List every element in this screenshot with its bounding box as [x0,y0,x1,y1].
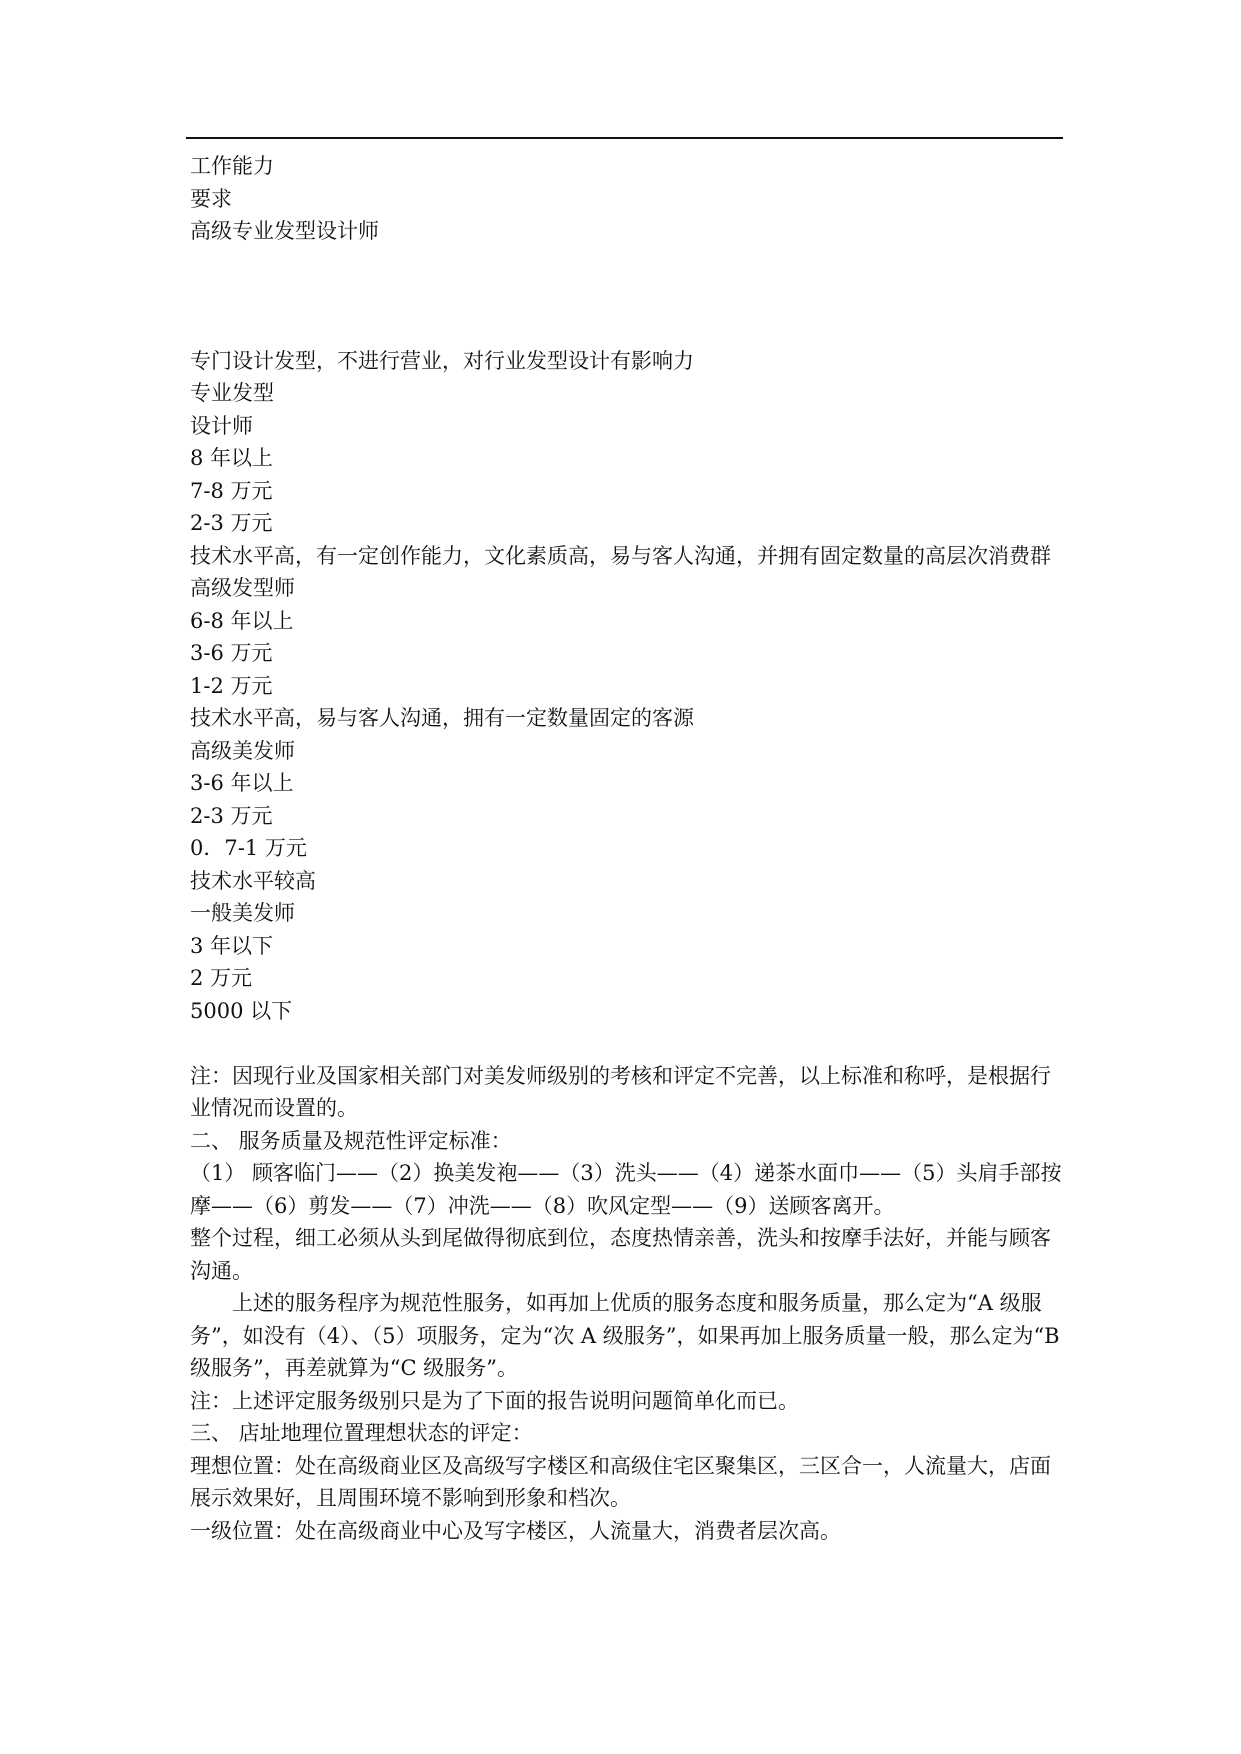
level-item: 技术水平较高 [190,868,316,893]
location-paragraph: 理想位置：处在高级商业区及高级写字楼区和高级住宅区聚集区，三区合一，人流量大，店面展示效果好，且周围环境不影响到形象和档次。 [190,1453,1051,1510]
level-item: 8 年以上 [190,446,274,470]
level-item: 设计师 [190,413,253,438]
level-item: 2 万元 [190,966,253,990]
level-item: 3-6 万元 [190,641,273,665]
level-item: 3-6 年以上 [190,771,294,795]
header-line: 要求 [190,186,232,211]
header-line: 工作能力 [190,154,274,178]
section-heading: 三、 店址地理位置理想状态的评定： [190,1421,533,1445]
level-item: 高级美发师 [190,738,295,763]
level-item: 3 年以下 [190,933,274,958]
note-paragraph: 注：因现行业及国家相关部门对美发师级别的考核和评定不完善，以上标准和称呼，是根据行业情况而设置的。 [190,1063,1051,1120]
level-item: 0．7-1 万元 [190,836,307,860]
level-item: 7-8 万元 [190,478,273,503]
note-paragraph: 注：上述评定服务级别只是为了下面的报告说明问题简单化而已。 [190,1388,799,1413]
level-item: 6-8 年以上 [190,608,294,633]
level-item: 2-3 万元 [190,803,273,828]
level-item: 1-2 万元 [190,673,273,698]
level-item: 5000 以下 [190,998,293,1023]
spacer [190,248,1063,345]
level-item: 专门设计发型，不进行营业，对行业发型设计有影响力 [190,348,694,373]
level-item: 高级发型师 [190,576,295,600]
level-item: 2-3 万元 [190,511,273,535]
spacer [190,1027,1063,1060]
level-item: 一般美发师 [190,901,295,925]
level-item: 技术水平高，易与客人沟通，拥有一定数量固定的客源 [190,706,694,730]
document-body [190,150,1063,1547]
service-detail: 整个过程，细工必须从头到尾做得彻底到位，态度热情亲善，洗头和按摩手法好，并能与顾客沟通。 [190,1226,1051,1283]
service-grade: 上述的服务程序为规范性服务，如再加上优质的服务态度和服务质量，那么定为“A 级服务”，如没有（4）、（5）项服务，定为“次 A 级服务”，如果再加上服务质量一般，那么定为“B 级服务”，再差就算为“C 级服务”。 [190,1291,1060,1380]
level-item: 专业发型 [190,381,274,405]
location-paragraph: 一级位置：处在高级商业中心及写字楼区，人流量大，消费者层次高。 [190,1518,841,1543]
service-steps: （1） 顾客临门——（2）换美发袍——（3）洗头——（4）递茶水面巾——（5）头肩手部按摩——（6）剪发——（7）冲洗——（8）吹风定型——（9）送顾客离开。 [190,1161,1062,1218]
header-line: 高级专业发型设计师 [190,219,379,243]
level-description: 技术水平高，有一定创作能力，文化素质高，易与客人沟通，并拥有固定数量的高层次消费群 [190,543,1051,568]
header-rule [186,137,1063,139]
section-heading: 二、 服务质量及规范性评定标准： [190,1128,512,1153]
